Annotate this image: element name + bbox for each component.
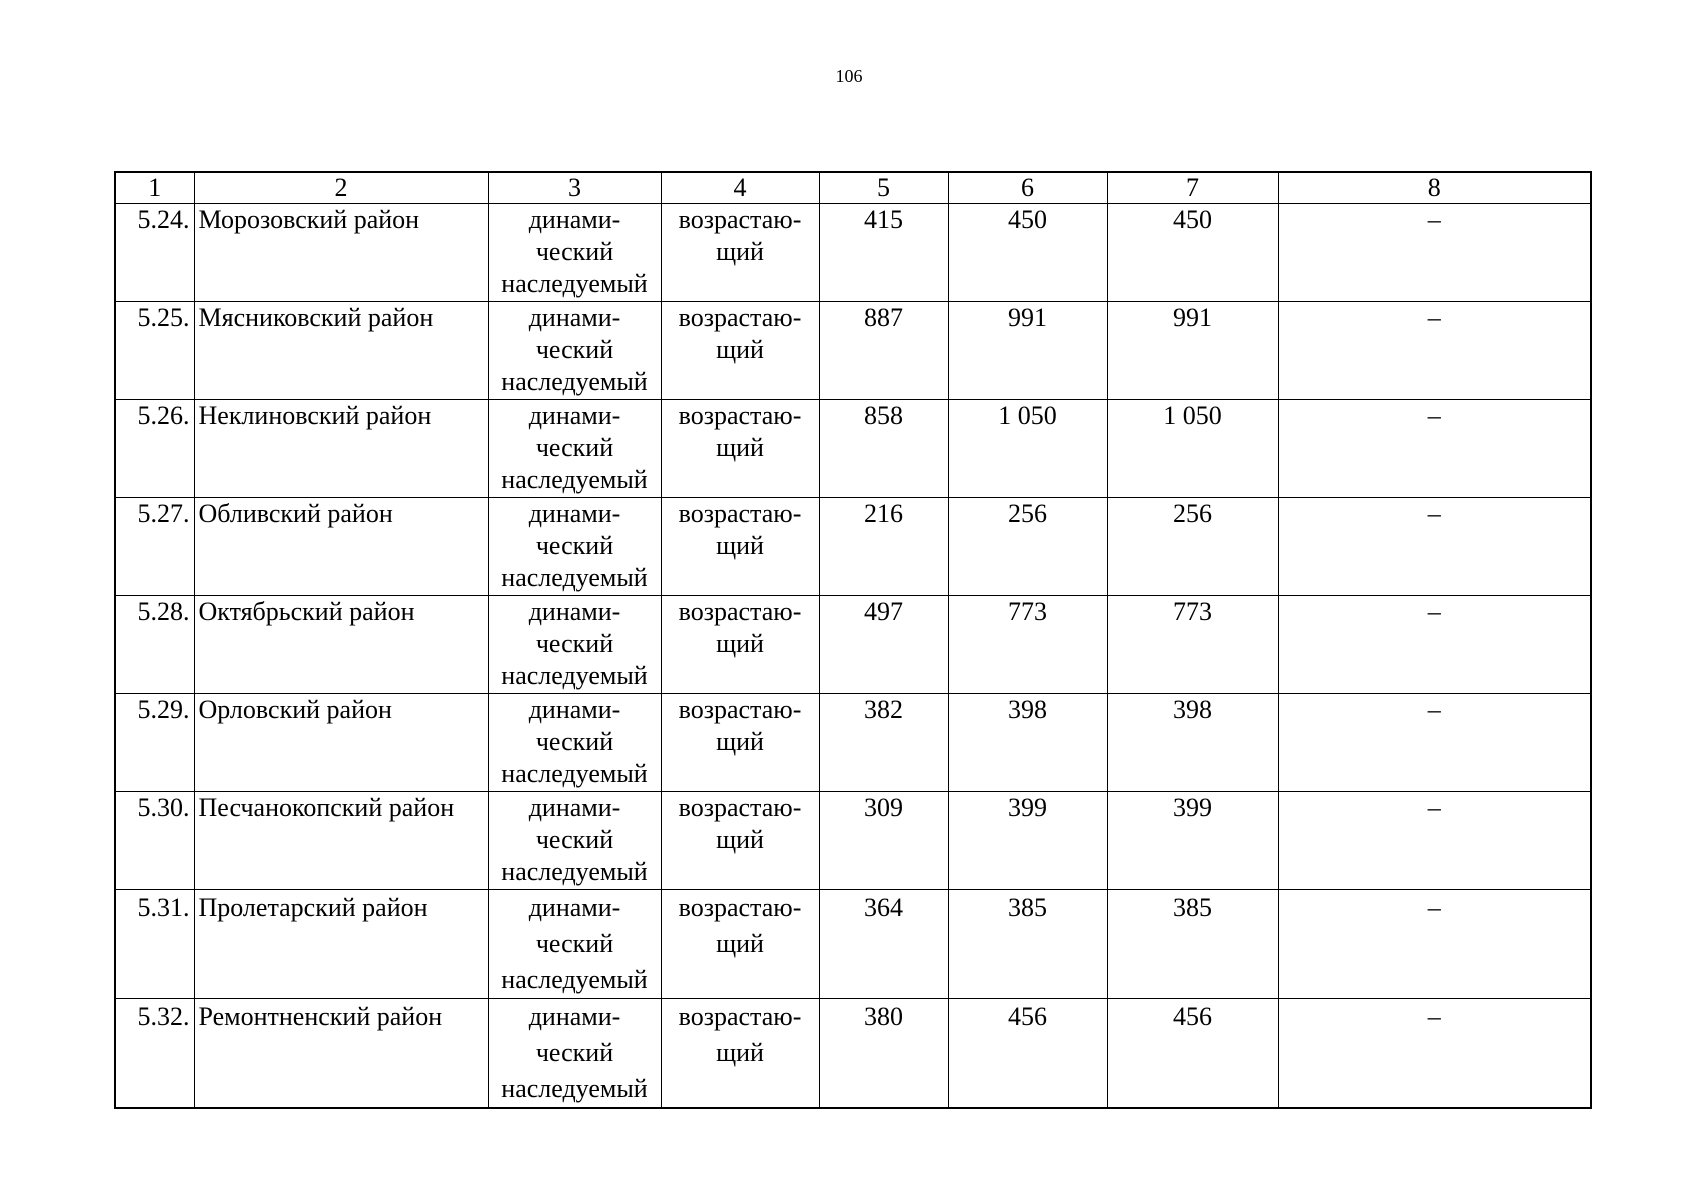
trend-cell: [661, 204, 819, 302]
value-col-5: 858: [819, 400, 948, 498]
value-col-7: 456: [1107, 999, 1278, 1109]
table-row: [115, 400, 1591, 498]
type-line-3: наследуемый: [501, 367, 648, 396]
row-number: 5.27.: [115, 498, 194, 596]
type-cell: [488, 792, 661, 890]
value-col-7: 991: [1107, 302, 1278, 400]
type-cell: [488, 204, 661, 302]
trend-line-2: щий: [716, 629, 764, 658]
value-col-8: –: [1278, 498, 1591, 596]
value-col-7: 1 050: [1107, 400, 1278, 498]
row-number: 5.26.: [115, 400, 194, 498]
table-row: [115, 694, 1591, 792]
value-col-8: –: [1278, 999, 1591, 1109]
type-line-2: ческий: [535, 727, 614, 756]
value-col-5: 415: [819, 204, 948, 302]
table-header: [115, 172, 1591, 204]
table-body: [115, 204, 1591, 1109]
trend-cell: [661, 596, 819, 694]
value-col-6: 773: [948, 596, 1107, 694]
district-name: Пролетарский район: [194, 890, 488, 999]
type-line-1: динами-: [528, 695, 621, 724]
type-cell: [488, 694, 661, 792]
trend-line-1: возрастаю-: [678, 597, 802, 626]
trend-cell: [661, 400, 819, 498]
row-number: 5.25.: [115, 302, 194, 400]
type-line-3: наследуемый: [501, 759, 648, 788]
trend-line-1: возрастаю-: [678, 499, 802, 528]
type-line-3: наследуемый: [501, 269, 648, 298]
trend-line-2: щий: [716, 531, 764, 560]
header-cell-5: 5: [819, 172, 948, 204]
type-line-3: наследуемый: [501, 563, 648, 592]
type-cell: [488, 999, 661, 1109]
value-col-8: –: [1278, 596, 1591, 694]
type-line-3: наследуемый: [501, 661, 648, 690]
trend-cell: [661, 694, 819, 792]
row-number: 5.32.: [115, 999, 194, 1109]
header-cell-1: 1: [115, 172, 194, 204]
value-col-7: 773: [1107, 596, 1278, 694]
type-line-2: ческий: [535, 1038, 614, 1067]
trend-line-1: возрастаю-: [678, 793, 802, 822]
district-name: Орловский район: [194, 694, 488, 792]
district-name: Неклиновский район: [194, 400, 488, 498]
type-line-2: ческий: [535, 825, 614, 854]
trend-cell: [661, 999, 819, 1109]
trend-cell: [661, 302, 819, 400]
header-cell-2: 2: [194, 172, 488, 204]
trend-line-2: щий: [716, 929, 764, 958]
value-col-6: 456: [948, 999, 1107, 1109]
trend-line-1: возрастаю-: [678, 695, 802, 724]
trend-line-2: щий: [716, 1038, 764, 1067]
value-col-6: 991: [948, 302, 1107, 400]
trend-line-1: возрастаю-: [678, 1002, 802, 1031]
value-col-6: 1 050: [948, 400, 1107, 498]
value-col-7: 398: [1107, 694, 1278, 792]
table-row: [115, 204, 1591, 302]
table-row: [115, 999, 1591, 1109]
district-name: Мясниковский район: [194, 302, 488, 400]
header-cell-3: 3: [488, 172, 661, 204]
value-col-8: –: [1278, 792, 1591, 890]
value-col-5: 216: [819, 498, 948, 596]
value-col-8: –: [1278, 890, 1591, 999]
trend-line-1: возрастаю-: [678, 303, 802, 332]
value-col-6: 450: [948, 204, 1107, 302]
value-col-8: –: [1278, 302, 1591, 400]
table-row: [115, 890, 1591, 999]
row-number: 5.24.: [115, 204, 194, 302]
data-table: [114, 171, 1592, 1109]
value-col-7: 385: [1107, 890, 1278, 999]
trend-line-2: щий: [716, 825, 764, 854]
trend-line-1: возрастаю-: [678, 401, 802, 430]
type-line-1: динами-: [528, 401, 621, 430]
type-line-2: ческий: [535, 335, 614, 364]
trend-line-2: щий: [716, 727, 764, 756]
header-row: [115, 172, 1591, 204]
type-line-2: ческий: [535, 531, 614, 560]
type-line-1: динами-: [528, 1002, 621, 1031]
header-cell-7: 7: [1107, 172, 1278, 204]
table-row: [115, 302, 1591, 400]
type-line-2: ческий: [535, 629, 614, 658]
value-col-8: –: [1278, 694, 1591, 792]
trend-line-1: возрастаю-: [678, 893, 802, 922]
type-line-3: наследуемый: [501, 465, 648, 494]
type-cell: [488, 596, 661, 694]
trend-line-1: возрастаю-: [678, 205, 802, 234]
value-col-8: –: [1278, 400, 1591, 498]
value-col-7: 399: [1107, 792, 1278, 890]
row-number: 5.31.: [115, 890, 194, 999]
type-line-1: динами-: [528, 499, 621, 528]
header-cell-4: 4: [661, 172, 819, 204]
value-col-6: 256: [948, 498, 1107, 596]
value-col-5: 887: [819, 302, 948, 400]
district-name: Ремонтненский район: [194, 999, 488, 1109]
type-line-2: ческий: [535, 237, 614, 266]
type-cell: [488, 302, 661, 400]
row-number: 5.30.: [115, 792, 194, 890]
value-col-5: 382: [819, 694, 948, 792]
value-col-8: –: [1278, 204, 1591, 302]
type-line-3: наследуемый: [501, 1074, 648, 1103]
table-row: [115, 596, 1591, 694]
type-line-1: динами-: [528, 303, 621, 332]
type-line-1: динами-: [528, 893, 621, 922]
value-col-7: 450: [1107, 204, 1278, 302]
district-name: Октябрьский район: [194, 596, 488, 694]
table-row: [115, 792, 1591, 890]
value-col-6: 398: [948, 694, 1107, 792]
value-col-5: 497: [819, 596, 948, 694]
type-line-3: наследуемый: [501, 965, 648, 994]
table-row: [115, 498, 1591, 596]
value-col-5: 364: [819, 890, 948, 999]
district-name: Песчанокопский район: [194, 792, 488, 890]
value-col-7: 256: [1107, 498, 1278, 596]
type-line-1: динами-: [528, 597, 621, 626]
type-cell: [488, 498, 661, 596]
header-cell-8: 8: [1278, 172, 1591, 204]
trend-line-2: щий: [716, 237, 764, 266]
trend-cell: [661, 792, 819, 890]
value-col-5: 380: [819, 999, 948, 1109]
trend-line-2: щий: [716, 433, 764, 462]
trend-cell: [661, 890, 819, 999]
value-col-6: 399: [948, 792, 1107, 890]
district-name: Обливский район: [194, 498, 488, 596]
header-cell-6: 6: [948, 172, 1107, 204]
value-col-6: 385: [948, 890, 1107, 999]
district-name: Морозовский район: [194, 204, 488, 302]
type-line-1: динами-: [528, 205, 621, 234]
trend-line-2: щий: [716, 335, 764, 364]
type-line-2: ческий: [535, 433, 614, 462]
type-line-1: динами-: [528, 793, 621, 822]
type-line-3: наследуемый: [501, 857, 648, 886]
type-cell: [488, 890, 661, 999]
type-cell: [488, 400, 661, 498]
row-number: 5.29.: [115, 694, 194, 792]
value-col-5: 309: [819, 792, 948, 890]
row-number: 5.28.: [115, 596, 194, 694]
trend-cell: [661, 498, 819, 596]
page-number: 106: [835, 66, 863, 86]
type-line-2: ческий: [535, 929, 614, 958]
